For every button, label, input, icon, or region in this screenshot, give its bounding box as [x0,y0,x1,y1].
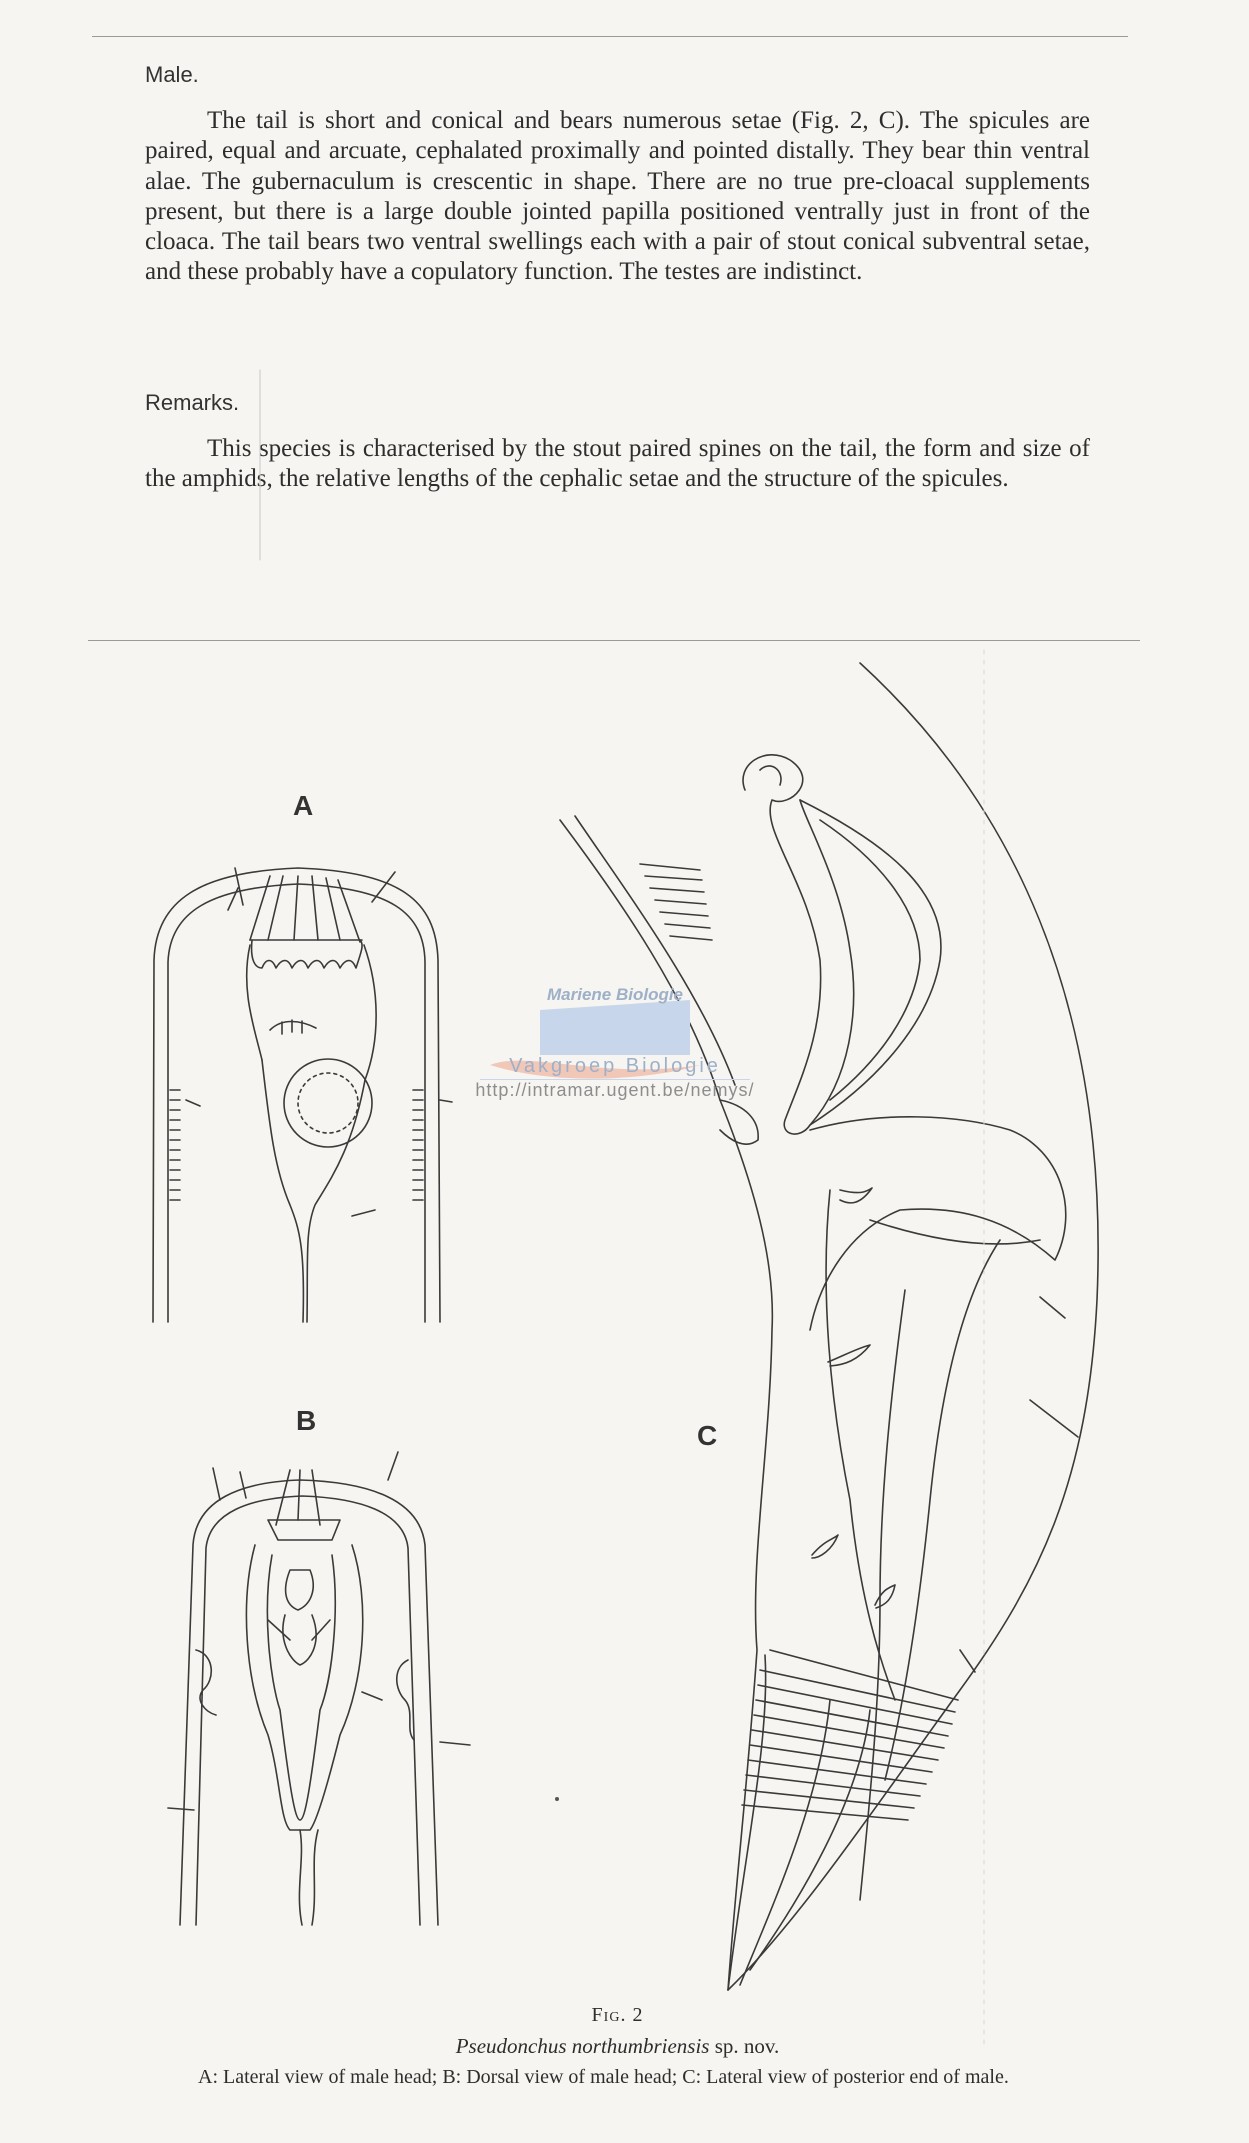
panel-label-b: B [296,1405,317,1436]
panel-a-head-lateral [153,868,452,1322]
male-paragraph: The tail is short and conical and bears numerous setae (Fig. 2, C). The spicules are paired, equal and arcuate, cephalated proximally and pointed distally. They bear thin ventral alae. The gubernaculum is crescentic in shape. There are no true pre-cloacal supplements present, but there is a large double jointed papilla positioned ventrally just in front of the cloaca. The tail bears two ventral swellings each with a pair of stout conical subventral setae, and these probably have a copulatory function. The testes are indistinct. [145,107,1090,286]
panel-c-tail-lateral [560,663,1098,1990]
watermark [450,985,780,1101]
watermark-logo-text: Mariene Biologie [546,985,684,1004]
figure-species [140,2034,1095,2059]
figure-legend: A: Lateral view of male head; B: Dorsal view of male head; C: Lateral view of posterior end of male. [198,2066,1009,2088]
panel-label-c: C [697,1420,718,1451]
remarks-paragraph: This species is characterised by the stout paired spines on the tail, the form and size of the amphids, the relative lengths of the cephalic setae and the structure of the spicules. [145,435,1090,493]
remarks-heading: Remarks. [145,390,240,415]
panel-label-a: A [293,790,314,821]
species-name: Pseudonchus northumbriensis [455,2034,710,2058]
watermark-url: http://intramar.ugent.be/nemys/ [475,1080,755,1100]
speck [555,1797,559,1801]
male-heading: Male. [145,62,199,87]
species-suffix: sp. nov. [714,2034,780,2058]
watermark-department: Vakgroep Biologie [509,1055,721,1077]
figure-number: Fig. 2 [591,2004,644,2026]
panel-b-head-dorsal [168,1452,470,1925]
